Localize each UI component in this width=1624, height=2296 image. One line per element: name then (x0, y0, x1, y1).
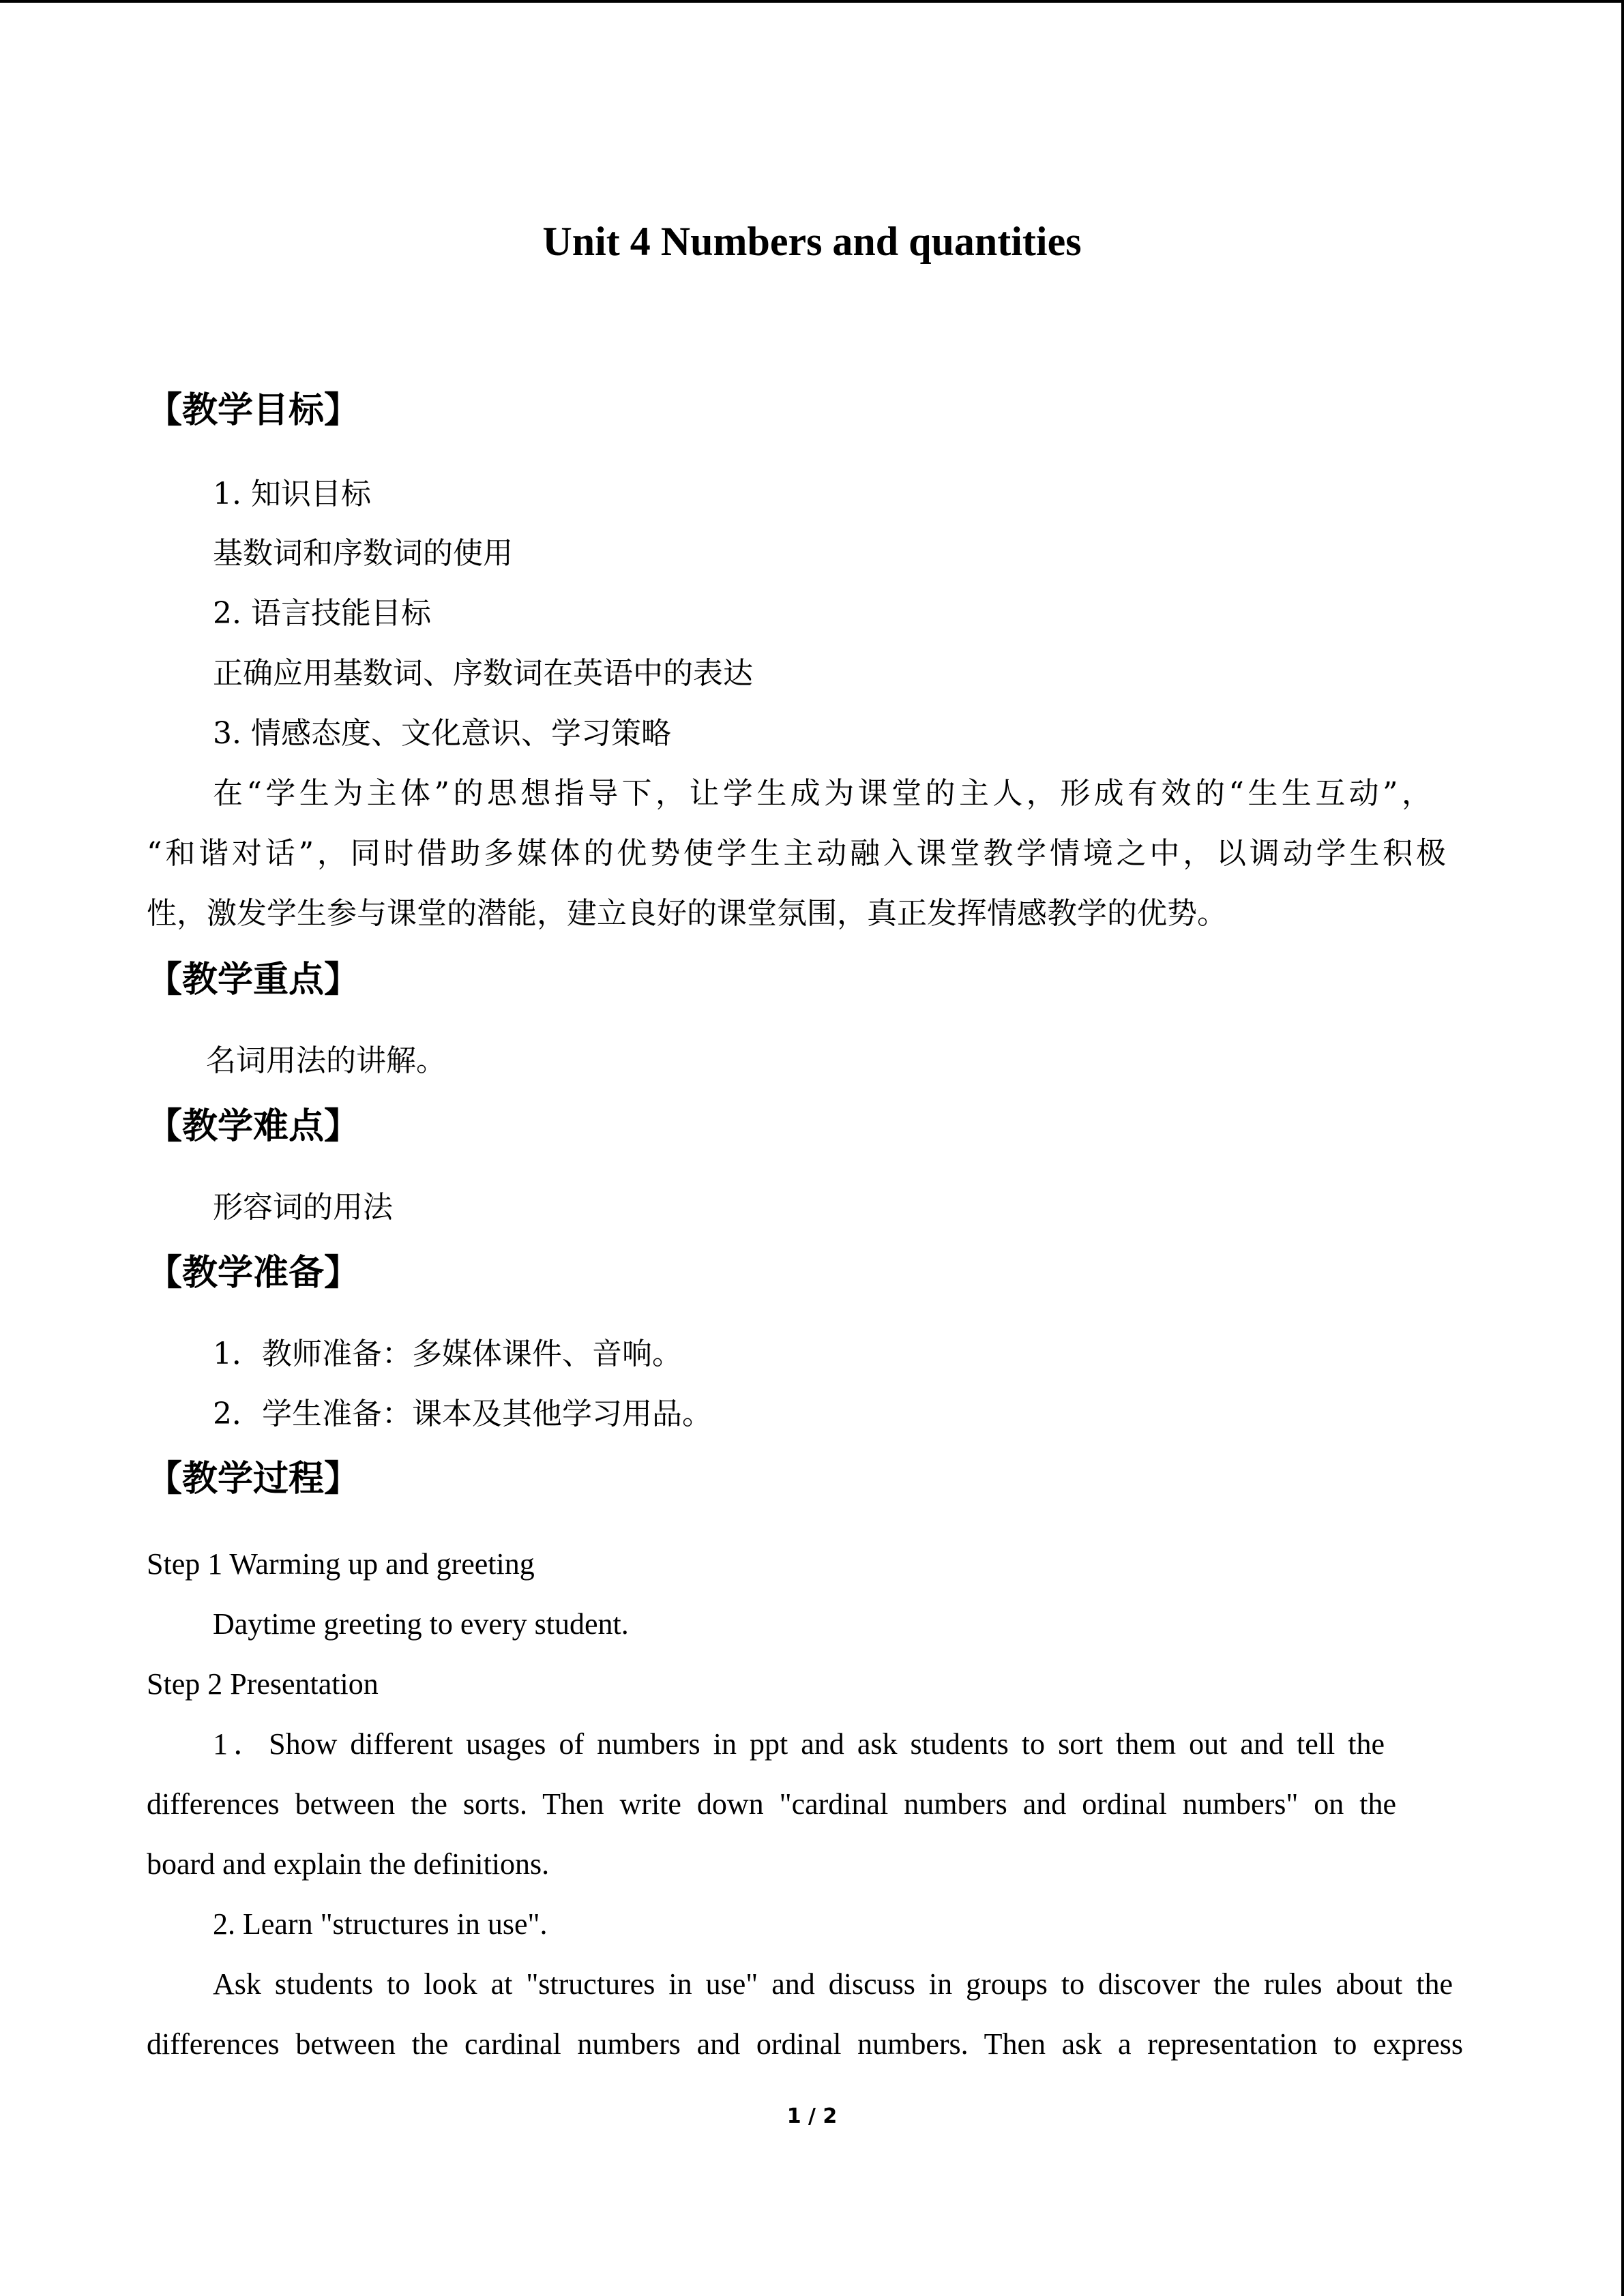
page-border-right (1621, 0, 1624, 2296)
preparation-item-2: 2．学生准备：课本及其他学习用品。 (213, 1397, 712, 1431)
step-1-text: Daytime greeting to every student. (213, 1607, 629, 1641)
preparation-item-1: 1．教师准备：多媒体课件、音响。 (213, 1337, 682, 1371)
step-2-paragraph-2: 2. Learn "structures in use". (213, 1907, 548, 1941)
heading-objectives: 【教学目标】 (147, 390, 360, 431)
document-title: Unit 4 Numbers and quantities (542, 219, 1082, 264)
objective-item-3-line-1: 在“学生为主体”的思想指导下，让学生成为课堂的主人，形成有效的“生生互动”， (213, 776, 1432, 811)
objective-item-3: 3. 情感态度、文化意识、学习策略 (213, 716, 671, 751)
heading-process: 【教学过程】 (147, 1459, 360, 1500)
page-number: 1 / 2 (786, 2104, 838, 2128)
step-2-paragraph-1-line-3: board and explain the definitions. (147, 1847, 550, 1881)
objective-item-2-text: 正确应用基数词、序数词在英语中的表达 (213, 656, 753, 691)
step-2-paragraph-1-line-2: differences between the sorts. Then write down "cardinal numbers and ordinal numbers" on the (147, 1787, 1396, 1821)
step-2-paragraph-3-line-1: Ask students to look at "structures in use" and discuss in groups to discover the rules about the (213, 1967, 1453, 2001)
step-2-paragraph-1-line-1: 1．Show different usages of numbers in ppt and ask students to sort them out and tell the (213, 1727, 1385, 1761)
heading-key-points: 【教学重点】 (147, 959, 360, 1000)
step-2-heading: Step 2 Presentation (147, 1667, 379, 1701)
page-border-top (0, 0, 1624, 3)
objective-item-1: 1. 知识目标 (213, 477, 371, 511)
difficulties-text: 形容词的用法 (213, 1190, 393, 1225)
step-2-paragraph-3-line-2: differences between the cardinal numbers and ordinal numbers. Then ask a representation to express (147, 2027, 1463, 2061)
step-1-heading: Step 1 Warming up and greeting (147, 1547, 535, 1581)
key-points-text: 名词用法的讲解。 (206, 1043, 446, 1078)
objective-item-3-line-2: “和谐对话”，同时借助多媒体的优势使学生主动融入课堂教学情境之中，以调动学生积极 (147, 836, 1446, 871)
heading-difficulties: 【教学难点】 (147, 1106, 360, 1147)
heading-preparation: 【教学准备】 (147, 1253, 360, 1294)
objective-item-2: 2. 语言技能目标 (213, 596, 431, 631)
objective-item-1-text: 基数词和序数词的使用 (213, 536, 513, 571)
objective-item-3-line-3: 性，激发学生参与课堂的潜能，建立良好的课堂氛围，真正发挥情感教学的优势。 (147, 896, 1227, 931)
